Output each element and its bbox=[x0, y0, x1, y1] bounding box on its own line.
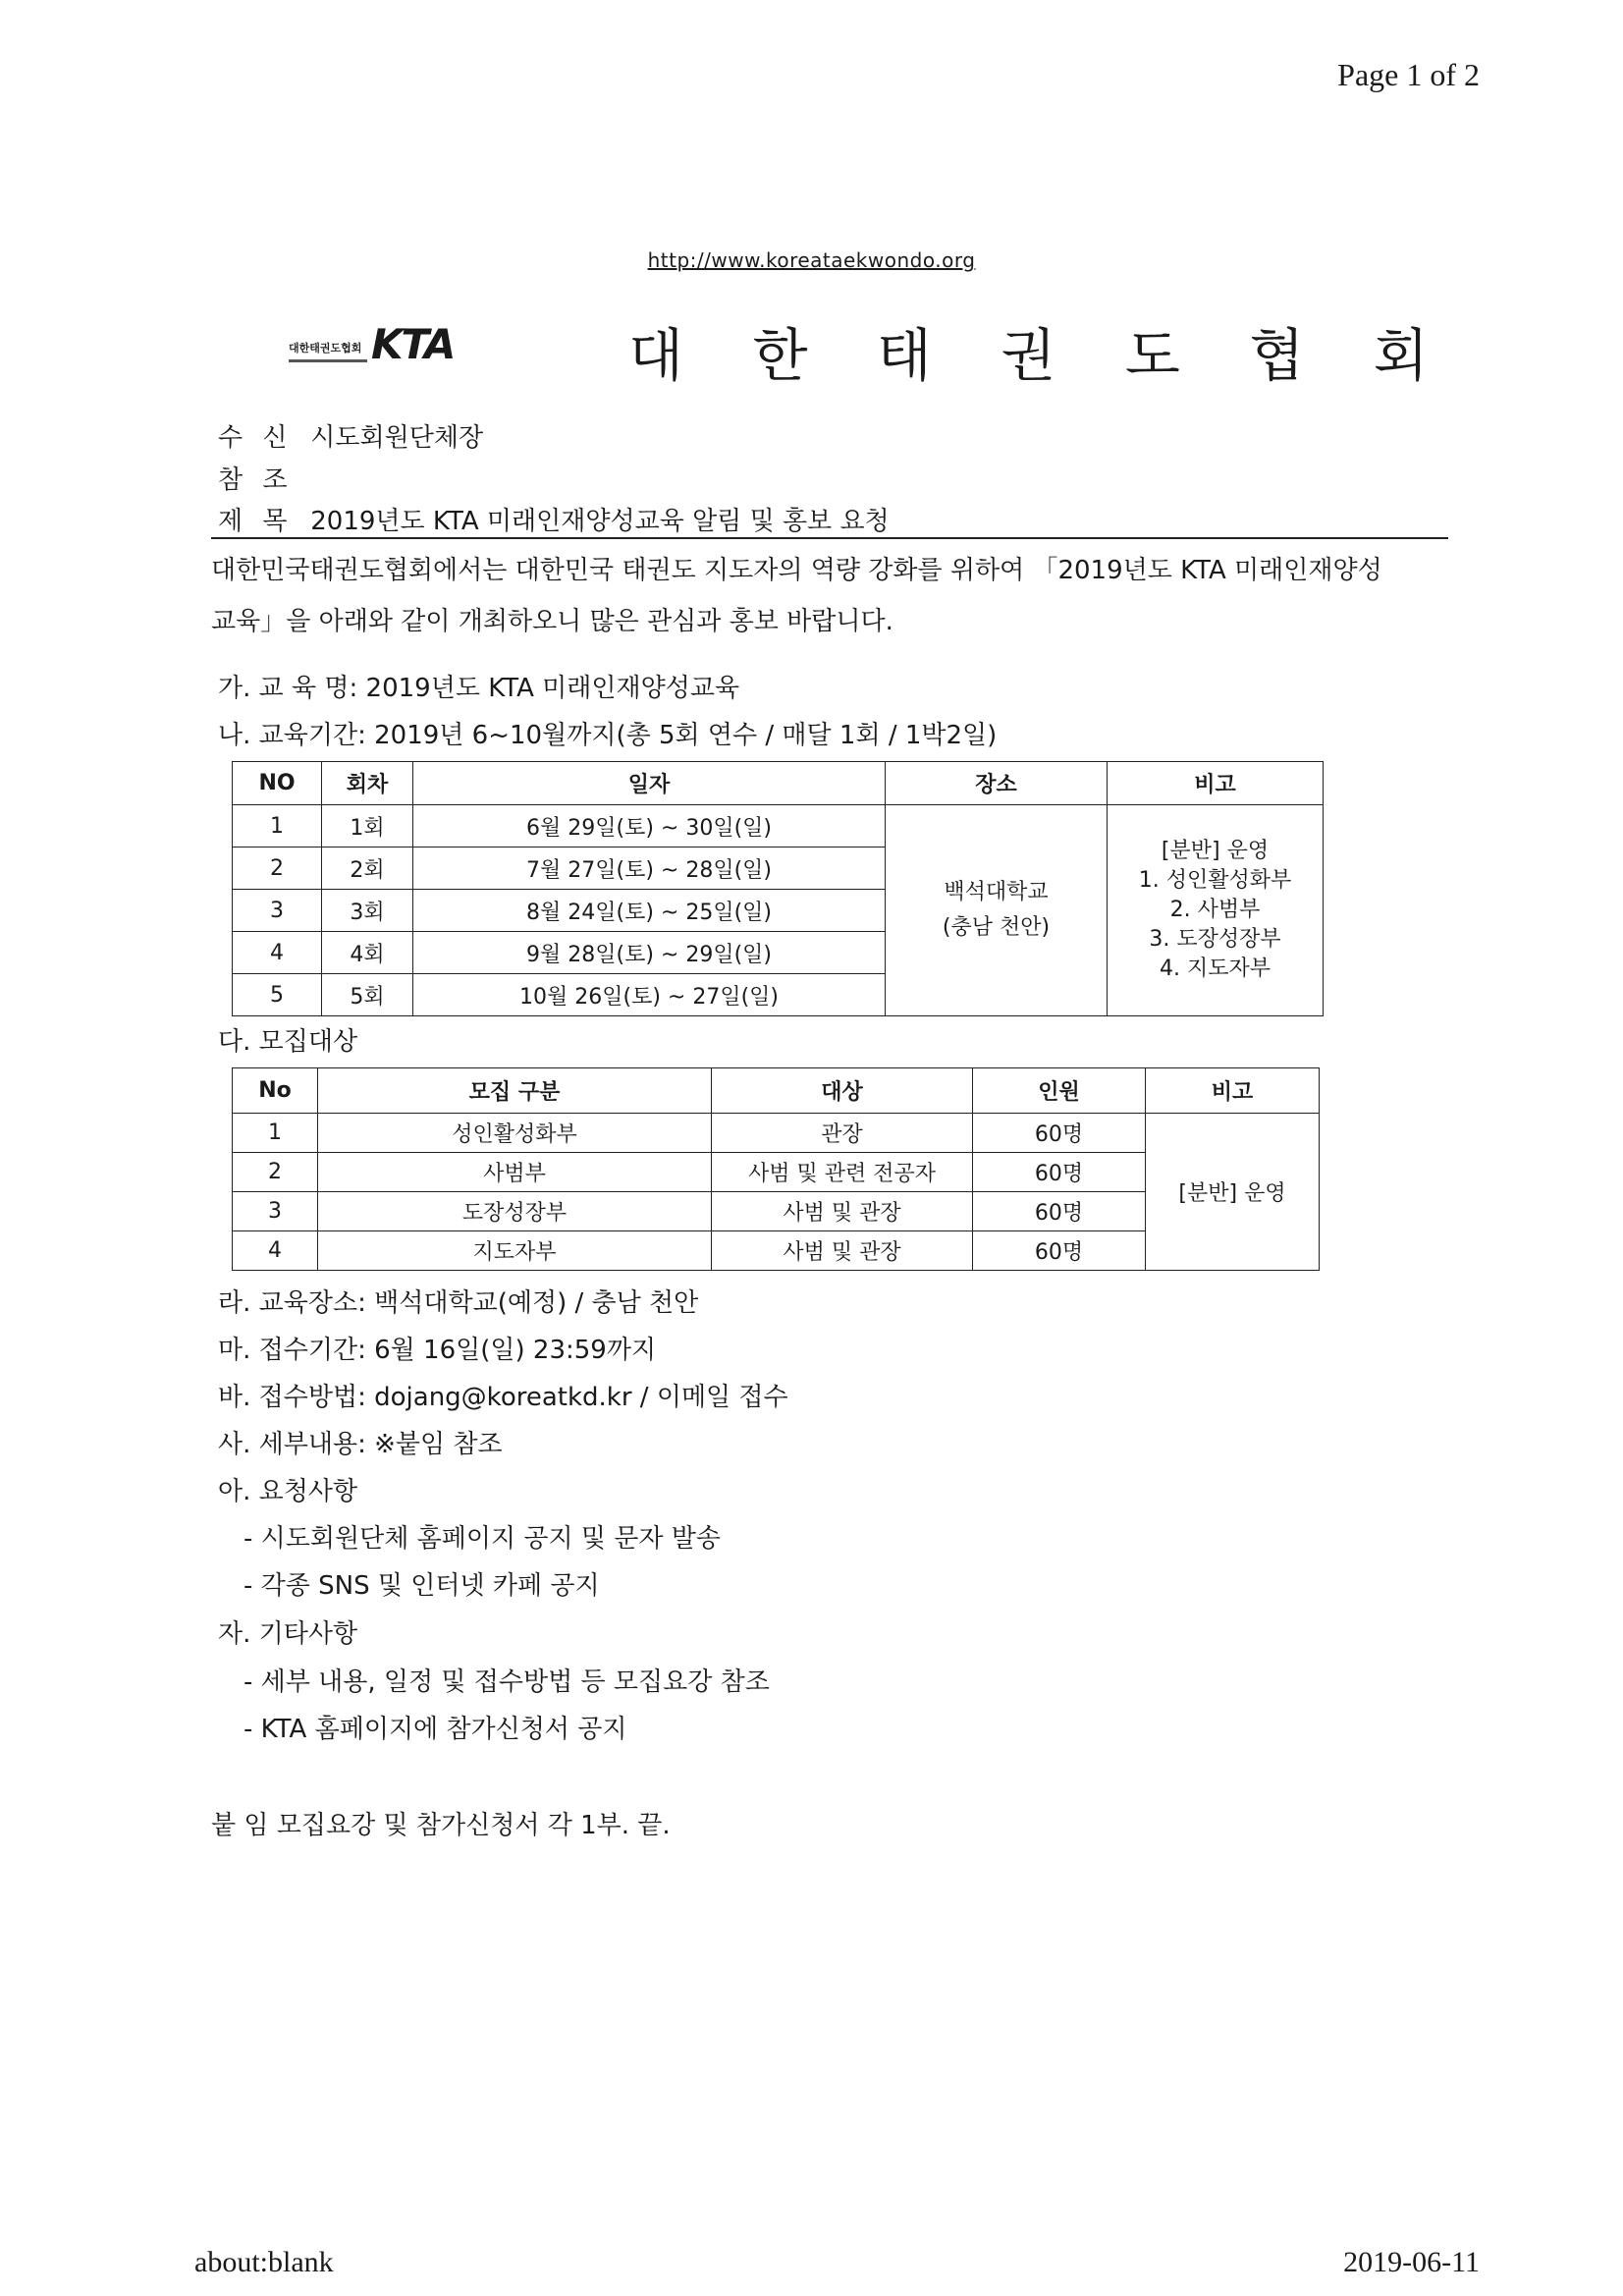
schedule-table bbox=[232, 761, 1324, 1016]
item-ra: 라. 교육장소: 백석대학교(예정) / 충남 천안 bbox=[218, 1288, 699, 1318]
recipient-value: 시도회원단체장 bbox=[310, 423, 484, 453]
recruit-division: 사범부 bbox=[318, 1153, 712, 1192]
note-line: 3. 도장성장부 bbox=[1149, 927, 1281, 952]
recruit-header-count: 인원 bbox=[973, 1068, 1146, 1114]
schedule-header-no: NO bbox=[233, 762, 322, 805]
intro-line-2: 교육」을 아래와 같이 개최하오니 많은 관심과 홍보 바랍니다. bbox=[211, 607, 893, 636]
attachment-line: 붙 임 모집요강 및 참가신청서 각 1부. 끝. bbox=[211, 1811, 671, 1840]
schedule-header-place: 장소 bbox=[886, 762, 1108, 805]
item-ma: 마. 접수기간: 6월 16일(일) 23:59까지 bbox=[218, 1336, 657, 1365]
recruit-target: 관장 bbox=[712, 1114, 973, 1153]
recruit-header-target: 대상 bbox=[712, 1068, 973, 1114]
recruit-target: 사범 및 관장 bbox=[712, 1192, 973, 1231]
note-line: 2. 사범부 bbox=[1169, 898, 1261, 922]
schedule-no: 4 bbox=[233, 932, 322, 974]
footer-date: 2019-06-11 bbox=[1343, 2246, 1480, 2278]
recruit-header-no: No bbox=[233, 1068, 318, 1114]
schedule-no: 2 bbox=[233, 847, 322, 890]
item-sa: 사. 세부내용: ※붙임 참조 bbox=[218, 1430, 503, 1459]
item-ja-sub-1: - 세부 내용, 일정 및 접수방법 등 모집요강 참조 bbox=[243, 1667, 770, 1697]
recruit-no: 3 bbox=[233, 1192, 318, 1231]
schedule-round: 1회 bbox=[322, 805, 413, 847]
recruit-table bbox=[232, 1067, 1320, 1271]
recruit-no: 2 bbox=[233, 1153, 318, 1192]
place-line-1: 백석대학교 bbox=[944, 880, 1049, 904]
schedule-place bbox=[886, 805, 1108, 1016]
logo-mark: KTA bbox=[371, 320, 455, 368]
recruit-no: 4 bbox=[233, 1231, 318, 1271]
recruit-header-row bbox=[233, 1068, 1320, 1114]
logo-small-text: 대한태권도협회 bbox=[289, 342, 362, 355]
schedule-no: 5 bbox=[233, 974, 322, 1016]
recruit-division: 지도자부 bbox=[318, 1231, 712, 1271]
table-row bbox=[233, 805, 1324, 847]
recruit-header-note: 비고 bbox=[1146, 1068, 1320, 1114]
item-a: 아. 요청사항 bbox=[218, 1477, 358, 1506]
item-a-sub-1: - 시도회원단체 홈페이지 공지 및 문자 발송 bbox=[243, 1524, 721, 1554]
schedule-date: 6월 29일(토) ~ 30일(일) bbox=[413, 805, 886, 847]
subject-value: 2019년도 KTA 미래인재양성교육 알림 및 홍보 요청 bbox=[310, 507, 890, 536]
schedule-no: 1 bbox=[233, 805, 322, 847]
logo-underline bbox=[289, 359, 367, 362]
item-ja-sub-2: - KTA 홈페이지에 참가신청서 공지 bbox=[243, 1715, 627, 1744]
item-ga: 가. 교 육 명: 2019년도 KTA 미래인재양성교육 bbox=[218, 674, 740, 703]
subject-row bbox=[218, 501, 890, 537]
item-ba: 바. 접수방법: dojang@koreatkd.kr / 이메일 접수 bbox=[218, 1383, 788, 1412]
website-url[interactable]: http://www.koreataekwondo.org bbox=[647, 248, 976, 272]
recruit-count: 60명 bbox=[973, 1192, 1146, 1231]
recipient-row bbox=[218, 417, 483, 454]
intro-paragraph bbox=[211, 545, 1458, 647]
schedule-round: 3회 bbox=[322, 890, 413, 932]
page-number: Page 1 of 2 bbox=[1337, 57, 1480, 92]
subject-label: 제 목 bbox=[218, 507, 294, 536]
note-line: 1. 성인활성화부 bbox=[1138, 868, 1292, 893]
schedule-header-date: 일자 bbox=[413, 762, 886, 805]
schedule-note bbox=[1108, 805, 1324, 1016]
schedule-round: 5회 bbox=[322, 974, 413, 1016]
schedule-date: 7월 27일(토) ~ 28일(일) bbox=[413, 847, 886, 890]
note-line: [분반] 운영 bbox=[1161, 839, 1270, 863]
schedule-date: 9월 28일(토) ~ 29일(일) bbox=[413, 932, 886, 974]
reference-label: 참 조 bbox=[218, 465, 294, 495]
item-ja: 자. 기타사항 bbox=[218, 1619, 358, 1649]
reference-row bbox=[218, 460, 302, 496]
recruit-note: [분반] 운영 bbox=[1146, 1114, 1320, 1271]
divider bbox=[211, 537, 1448, 539]
kta-logo bbox=[285, 314, 455, 373]
schedule-date: 8월 24일(토) ~ 25일(일) bbox=[413, 890, 886, 932]
schedule-round: 2회 bbox=[322, 847, 413, 890]
schedule-header-note: 비고 bbox=[1108, 762, 1324, 805]
recruit-target: 사범 및 관련 전공자 bbox=[712, 1153, 973, 1192]
recruit-target: 사범 및 관장 bbox=[712, 1231, 973, 1271]
recipient-label: 수 신 bbox=[218, 423, 294, 453]
item-na: 나. 교육기간: 2019년 6~10월까지(총 5회 연수 / 매달 1회 / 1박2일) bbox=[218, 721, 998, 750]
place-line-2: (충남 천안) bbox=[942, 915, 1051, 940]
schedule-header-row bbox=[233, 762, 1324, 805]
organization-title: 대 한 태 권 도 협 회 bbox=[628, 322, 1454, 389]
item-da: 다. 모집대상 bbox=[218, 1027, 358, 1057]
note-line: 4. 지도자부 bbox=[1160, 957, 1271, 981]
schedule-header-round: 회차 bbox=[322, 762, 413, 805]
recruit-division: 도장성장부 bbox=[318, 1192, 712, 1231]
footer-url: about:blank bbox=[194, 2246, 334, 2278]
schedule-no: 3 bbox=[233, 890, 322, 932]
recruit-count: 60명 bbox=[973, 1114, 1146, 1153]
recruit-no: 1 bbox=[233, 1114, 318, 1153]
schedule-round: 4회 bbox=[322, 932, 413, 974]
recruit-division: 성인활성화부 bbox=[318, 1114, 712, 1153]
item-a-sub-2: - 각종 SNS 및 인터넷 카페 공지 bbox=[243, 1571, 600, 1601]
recruit-header-division: 모집 구분 bbox=[318, 1068, 712, 1114]
schedule-date: 10월 26일(토) ~ 27일(일) bbox=[413, 974, 886, 1016]
table-row bbox=[233, 1114, 1320, 1153]
recruit-count: 60명 bbox=[973, 1153, 1146, 1192]
intro-line-1: 대한민국태권도협회에서는 대한민국 태권도 지도자의 역량 강화를 위하여 「2019년도 KTA 미래인재양성 bbox=[211, 556, 1382, 585]
recruit-count: 60명 bbox=[973, 1231, 1146, 1271]
